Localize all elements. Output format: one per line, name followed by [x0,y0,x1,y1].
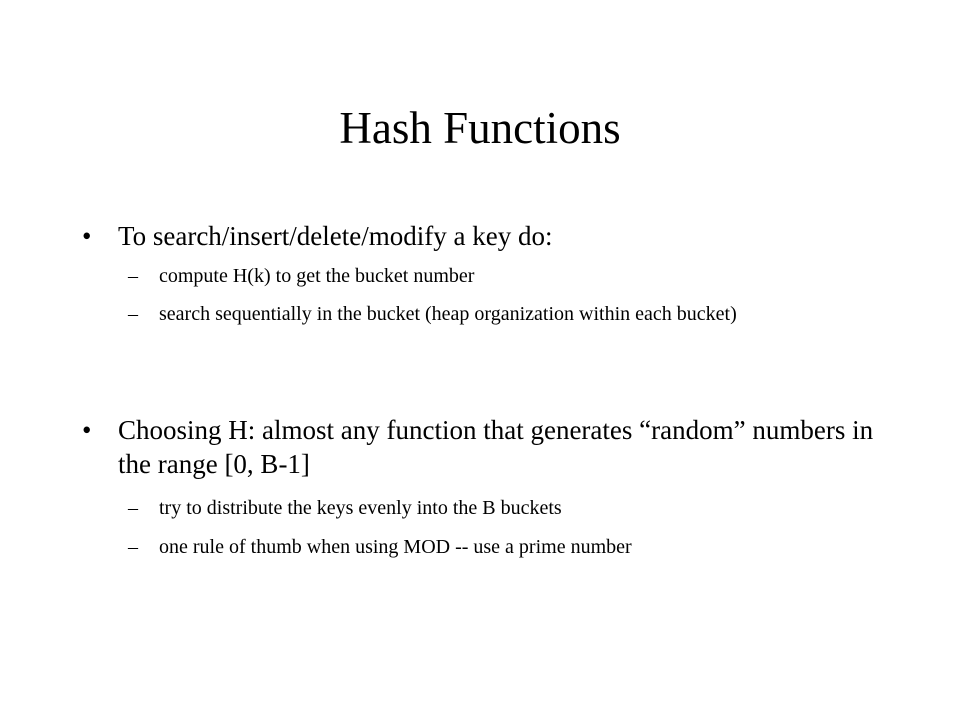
sub-bullet-marker: – [128,303,138,325]
sub-bullet-item [128,494,858,522]
bullet-text: Choosing H: almost any function that generates “random” numbers in the range [0, B-1] [118,415,874,479]
bullet-item [82,219,882,253]
sub-bullet-text: compute H(k) to get the bucket number [159,265,475,287]
sub-bullet-item [128,262,858,290]
bullet-text: To search/insert/delete/modify a key do: [118,221,553,251]
sub-bullet-text: one rule of thumb when using MOD -- use a prime number [159,536,632,558]
sub-bullet-marker: – [128,497,138,519]
sub-bullet-text: try to distribute the keys evenly into the B buckets [159,497,562,519]
sub-bullet-item [128,533,858,561]
sub-bullet-text: search sequentially in the bucket (heap organization within each bucket) [159,303,737,325]
slide-title: Hash Functions [339,103,621,153]
bullet-item [82,413,882,481]
bullet-marker: • [82,221,92,251]
bullet-marker: • [82,415,92,445]
sub-bullet-marker: – [128,536,138,558]
sub-bullet-marker: – [128,265,138,287]
sub-bullet-item [128,300,858,328]
